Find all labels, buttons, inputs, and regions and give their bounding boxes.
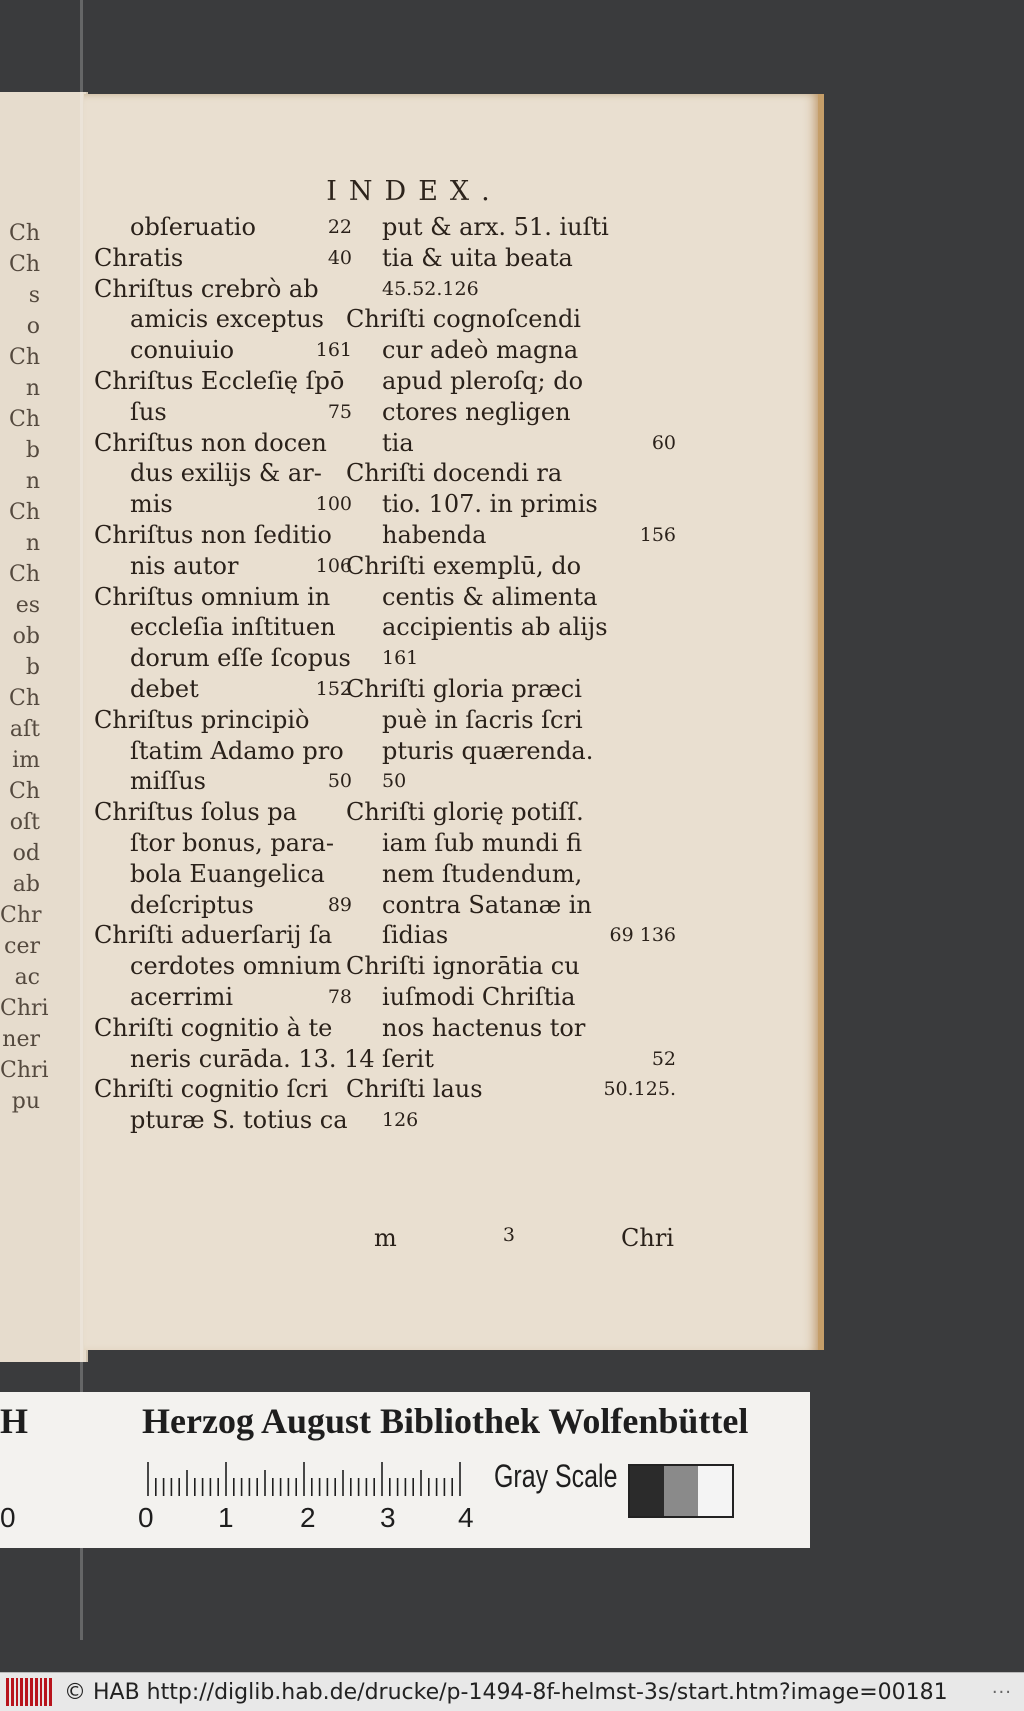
index-entry-line [94,366,356,397]
previous-page-fragment: b [25,438,40,463]
page-title: INDEX. [326,176,502,207]
index-page [84,94,824,1350]
page-reference: 78 [327,985,352,1008]
entry-text: Chriſti cognoſcendi [346,305,581,334]
index-entry-line [94,674,356,705]
entry-text: 50 [382,770,407,793]
signature-number: 3 [502,1224,515,1246]
index-entry [346,674,680,797]
ruler-number: 2 [300,1502,316,1533]
previous-page-fragment: Ch [8,407,40,432]
index-entry-line [346,304,680,335]
index-entry [94,582,356,705]
index-entry-line [346,643,680,674]
entry-text: bola Euangelica [130,859,325,888]
index-entry-line [94,643,356,674]
index-entry-line [346,458,680,489]
entry-text: Chriſti aduerſarij ſa [94,921,333,950]
index-entry-line [94,428,356,459]
index-column-right [346,212,680,1136]
index-entry [94,1074,356,1136]
index-entry-line [94,920,356,951]
previous-page-fragment: es [15,593,40,618]
index-entry-line [94,304,356,335]
entry-text: Chriſti laus [346,1075,483,1104]
index-entry [94,520,356,582]
entry-text: Chriſti glorię potiſſ. [346,798,584,827]
entry-text: tio. 107. in primis [382,490,598,519]
ruler-icon [146,1462,471,1496]
entry-text: tia & uita beata [382,243,573,272]
index-entry-line [346,274,680,305]
entry-text: Chriſti exemplū, do [346,551,582,580]
index-entry-line [346,366,680,397]
entry-text: nos hactenus tor [382,1013,586,1042]
index-entry [346,212,680,304]
index-entry [346,551,680,674]
catchword: Chri [621,1224,674,1252]
page-footer [374,1224,674,1252]
previous-page-fragment: n [25,469,40,494]
entry-text: 45.52.126 [382,277,479,300]
entry-text: 126 [382,1109,419,1132]
entry-text: cerdotes omnium [130,952,342,981]
index-entry-line [94,212,356,243]
previous-page-fragment: im [12,748,40,773]
gray-swatch-mid [664,1466,698,1516]
entry-text: Chriſti ignorātia cu [346,952,580,981]
index-entry-line [94,982,356,1013]
page-reference: 40 [327,246,352,269]
index-entry [346,951,680,1074]
index-entry-line [346,1013,680,1044]
page-reference: 89 [327,893,352,916]
entry-text: pturis quærenda. [382,736,594,765]
index-entry-line [94,1074,356,1105]
page-reference: 22 [327,216,352,238]
entry-text: obſeruatio [130,213,256,241]
entry-text: Chriſtus omnium in [94,582,331,611]
previous-page-fragment: Ch [8,345,40,370]
index-entry-line [346,736,680,767]
entry-text: Chriſtus principiò [94,705,310,734]
index-entry-line [94,828,356,859]
index-entry-line [94,736,356,767]
index-entry-line [94,797,356,828]
index-entry-line [346,982,680,1013]
entry-text: conuiuio [130,336,235,365]
entry-text: iuſmodi Chriſtia [382,982,576,1011]
previous-page-fragment: pu [11,1089,40,1114]
previous-page-fragment: Chri [0,996,49,1021]
index-entry-line [346,243,680,274]
previous-page-fragment: ner [2,1027,40,1052]
index-entry-line [94,582,356,613]
entry-text: Chriſti cognitio ſcri [94,1075,329,1104]
index-entry [94,274,356,366]
gray-swatch-dark [630,1466,664,1516]
ruler-number: 1 [218,1502,234,1533]
index-entry-line [346,489,680,520]
entry-text: mis [130,490,173,519]
index-entry [346,797,680,951]
entry-text: miſſus [130,767,206,796]
index-entry-line [94,274,356,305]
entry-text: dus exilijs & ar- [130,459,322,488]
index-entry-line [346,212,680,243]
entry-text: apud pleroſq; do [382,366,584,395]
previous-page-fragment: Ch [8,562,40,587]
index-entry-line [346,582,680,613]
entry-text: ſus [130,397,167,426]
index-entry-line [94,397,356,428]
index-entry-line [94,1105,356,1136]
more-icon[interactable]: ··· [991,1681,1012,1703]
previous-page-fragment: Ch [8,221,40,246]
entry-text: dorum eſſe ſcopus [130,644,351,673]
ruler-number: 3 [380,1502,396,1533]
entry-text: Chriſtus Eccleſię ſpō [94,366,345,395]
entry-text: Chriſtus non docen [94,428,327,457]
page-reference: 161 [315,339,352,362]
index-entry [94,1013,375,1075]
previous-page-fragment: oſt [9,810,40,835]
page-reference: 52 [651,1047,676,1070]
index-entry-line [94,489,356,520]
entry-text: puè in ſacris ſcri [382,705,583,734]
index-entry-line [346,612,680,643]
gray-swatch-light [698,1466,732,1516]
previous-page-fragment: n [25,376,40,401]
page-reference: 60 [651,431,676,454]
entry-text: Chriſtus ſolus pa [94,798,297,827]
previous-page-fragment: od [12,841,40,866]
status-bar [0,1672,1024,1711]
ruler-number: 0 [138,1502,154,1533]
index-entry-line [346,920,680,951]
entry-text: habenda [382,520,487,549]
index-entry-line [346,766,680,797]
index-entry [346,1074,680,1105]
entry-text: ſtor bonus, para- [130,828,334,857]
ruler-number: 4 [458,1502,474,1533]
previous-page-fragment: ac [14,965,40,990]
entry-text: ſidias [382,921,449,950]
entry-text: deſcriptus [130,890,254,919]
entry-text: Chriſti docendi ra [346,459,563,488]
previous-page-edge [0,92,88,1362]
color-calibration-card [0,1392,810,1548]
index-entry-line [346,335,680,366]
index-entry-line [94,890,356,921]
previous-page-fragment: b [25,655,40,680]
previous-page-text [0,92,84,1488]
index-entry [94,920,356,1012]
entry-text: centis & alimenta [382,582,598,611]
entry-text: tia [382,428,414,457]
previous-page-fragment: Ch [8,252,40,277]
entry-text: Chriſti cognitio à te [94,1013,333,1042]
entry-text: neris curāda. 13. 14 [130,1044,375,1073]
copyright-url[interactable]: © HAB http://diglib.hab.de/drucke/p-1494-8f-helmst-3s/start.htm?image=00181 [64,1679,948,1705]
entry-text: put & arx. 51. iuſti [382,213,609,241]
index-entry-line [346,520,680,551]
page-reference: 156 [639,523,676,546]
entry-text: cur adeò magna [382,336,579,365]
index-entry-line [94,335,356,366]
index-entry-line [94,859,356,890]
index-entry-line [346,1044,680,1075]
index-entry-line [346,1074,680,1105]
entry-text: Chriſtus non ſeditio [94,520,332,549]
index-entry [94,212,356,243]
index-entry-line [346,551,680,582]
previous-page-fragment: cer [4,934,40,959]
entry-text: contra Satanæ in [382,890,592,919]
gray-scale-swatch [628,1464,734,1518]
index-entry-line [94,458,356,489]
index-entry-line [94,705,356,736]
entry-text: Chriſtus crebrò ab [94,274,319,303]
index-entry-line [94,766,356,797]
entry-text: ctores negligen [382,397,571,426]
index-entry-line [94,243,356,274]
entry-text: ſerit [382,1044,434,1073]
page-reference: 75 [327,400,352,423]
index-entry-line [346,1105,680,1136]
index-entry-line [94,1013,356,1044]
signature-mark: m [374,1224,397,1252]
entry-text: pturæ S. totius ca [130,1106,348,1135]
library-name: Herzog August Bibliothek Wolfenbüttel [142,1401,749,1441]
entry-text: eccleſia inſtituen [130,613,336,642]
entry-text: nis autor [130,551,239,580]
index-entry-line [346,890,680,921]
index-entry-line [346,828,680,859]
index-entry [346,458,680,550]
entry-text: nem ſtudendum, [382,859,583,888]
entry-text: Chratis [94,243,184,272]
previous-page-fragment: n [25,531,40,556]
entry-text: acerrimi [130,982,234,1011]
entry-text: iam ſub mundi fi [382,828,583,857]
index-entry-line [94,612,356,643]
previous-page-fragment: ob [12,624,40,649]
index-entry-line [346,859,680,890]
index-entry-line [346,797,680,828]
gray-scale-label: Gray Scale [494,1458,618,1494]
previous-page-fragment: aſt [9,717,40,742]
index-entry-line [346,428,680,459]
page-reference: 106 [315,554,352,577]
previous-page-fragment: Ch [8,779,40,804]
index-entry-line [94,1044,375,1075]
hab-logo-icon [6,1678,52,1706]
previous-page-fragment: Chri [0,1058,49,1083]
page-reference: 100 [315,493,352,516]
index-entry-line [94,951,356,982]
index-entry [346,304,680,458]
entry-text: Chriſti gloria præci [346,674,582,703]
index-entry-line [94,551,356,582]
index-entry [94,428,356,520]
page-reference: 50 [327,770,352,793]
card-stub-letter: H [0,1401,29,1441]
page-reference: 50.125. [603,1078,676,1101]
ruler-stub-number: 0 [0,1502,16,1533]
previous-page-fragment: Ch [8,500,40,525]
index-entry-line [346,705,680,736]
previous-page-fragment: Chr [0,903,42,928]
page-reference: 152 [315,677,352,700]
previous-page-fragment: ab [12,872,40,897]
entry-text: ſtatim Adamo pro [130,736,344,765]
index-entry-line [346,397,680,428]
previous-page-fragment: o [26,314,40,339]
index-entry-line [346,951,680,982]
index-entry [94,705,356,797]
previous-page-fragment: s [28,283,40,308]
page-reference: 69 136 [609,924,676,947]
index-entry [94,243,356,274]
previous-page-fragment: Ch [8,686,40,711]
index-entry [94,366,356,428]
index-entry [94,797,356,920]
index-entry [346,1105,680,1136]
entry-text: amicis exceptus [130,305,324,334]
entry-text: debet [130,674,199,703]
index-entry-line [346,674,680,705]
index-entry-line [94,520,356,551]
entry-text: 161 [382,647,419,670]
index-column-left [94,212,375,1136]
entry-text: accipientis ab alijs [382,613,608,642]
